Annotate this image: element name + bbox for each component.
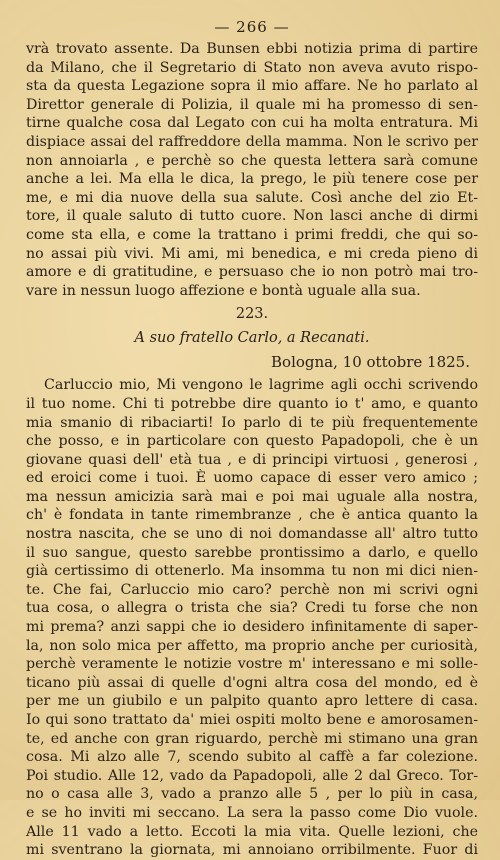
text-line: Direttor generale di Polizia, il quale mi ha promesso di sen- <box>26 96 478 113</box>
letter-number: 223. <box>235 306 269 323</box>
text-line: il suo sangue, questo sarebbe prontissimo a darlo, e quello <box>26 544 478 561</box>
text-line: cosa. Mi alzo alle 7, scendo subito al caffè a far colezione. <box>26 749 478 766</box>
text-line: amore e di gratitudine, e persuaso che io non potrò mai tro- <box>26 264 478 281</box>
text-line: perchè veramente le notizie vostre m' interessano e mi solle- <box>26 656 478 673</box>
text-line: te, ed anche con gran riguardo, perchè mi stimano una gran <box>26 730 478 747</box>
text-line: mi sventrano la giornata, mi annoiano orribilmente. Fuor di <box>26 842 478 859</box>
text-line: te. Che fai, Carluccio mio caro? perchè non mi scrivi ogni <box>26 581 478 598</box>
text-line: ch' è fondata in tante rimembranze , che è antica quanto la <box>26 507 478 524</box>
paragraph-1 <box>26 40 478 300</box>
paragraph-2 <box>26 376 478 859</box>
text-line: Poi studio. Alle 12, vado da Papadopoli, alle 2 dal Greco. Tor- <box>26 767 478 784</box>
letter-addressee: A suo fratello Carlo, a Recanati. <box>134 330 370 347</box>
letter-date: Bologna, 10 ottobre 1825. <box>271 353 470 372</box>
text-line: nostra nascita, che se uno di noi domandasse all' altro tutto <box>26 526 478 543</box>
text-line: e se ho inviti mi seccano. La sera la passo come Dio vuole. <box>26 804 478 821</box>
text-line: anche a lei. Ma ella le dica, la prego, le più tenere cose per <box>26 171 478 188</box>
text-line: mi prema? anzi sappi che io desidero infinitamente di saper- <box>26 619 478 636</box>
text-line: giovane quasi dell' età tua , e di principi virtuosi , generosi , <box>26 451 478 468</box>
text-line: ma nessun amicizia sarà mai e poi mai uguale alla nostra, <box>26 488 478 505</box>
text-line: per me un giubilo e un palpito quanto apro lettere di casa. <box>26 693 478 710</box>
text-line: no o casa alle 3, vado a pranzo alle 5 , per lo più in casa, <box>26 786 478 803</box>
text-line: non annoiarla , e perchè so che questa lettera sarà comune <box>26 152 478 169</box>
text-line: vrà trovato assente. Da Bunsen ebbi notizia prima di partire <box>26 41 478 57</box>
text-line: tua cosa, o allegra o trista che sia? Credi tu forse che non <box>26 600 478 617</box>
page-number: — 266 — <box>214 18 290 36</box>
text-line: me, e mi dia nuove della sua salute. Così anche del zio Et- <box>26 189 478 206</box>
text-line: tirne qualche cosa dal Legato con cui ha molta entratura. Mi <box>26 115 478 132</box>
text-line: Io qui sono trattato da' miei ospiti molto bene e amorosamen- <box>26 712 478 728</box>
text-line: Alle 11 vado a letto. Eccoti la mia vita. Quelle lezioni, che <box>26 823 478 840</box>
text-line: no assai più vivi. Mi ami, mi benedica, e mi creda pieno di <box>26 245 478 262</box>
text-line: tore, il quale saluto di tutto cuore. Non lasci anche di dirmi <box>26 208 478 225</box>
text-line: la, non solo mica per affetto, ma proprio anche per curiosità, <box>26 637 478 654</box>
text-line: ed eroici come i tuoi. È uomo capace di esser vero amico ; <box>26 470 478 487</box>
text-line: mia smanio di ribaciarti! Io parlo di te più frequentemente <box>26 414 478 431</box>
text-line: da Milano, che il Segretario di Stato non aveva avuto rispo- <box>26 59 478 76</box>
text-line: come sta ella, e come la trattano i primi freddi, che qui so- <box>26 226 478 243</box>
text-line: che posso, e in particolare con questo Papadopoli, che è un <box>26 433 478 450</box>
text-line: ticano più assai di quelle d'ogni altra cosa del mondo, ed è <box>26 674 478 691</box>
text-line: Carluccio mio, Mi vengono le lagrime agli occhi scrivendo <box>44 377 478 394</box>
text-line: sta da questa Legazione sopra il mio affare. Ne ho parlato al <box>26 78 478 95</box>
text-line: già certissimo di ottenerlo. Ma insomma tu non mi dici nien- <box>26 563 478 580</box>
text-line: dispiace assai del raffreddore della mamma. Non le scrivo per <box>26 133 478 150</box>
text-line: vare in nessun luogo affezione e bontà uguale alla sua. <box>26 282 421 299</box>
text-line: il tuo nome. Chi ti potrebbe dire quanto io t' amo, e quanto <box>26 395 478 412</box>
